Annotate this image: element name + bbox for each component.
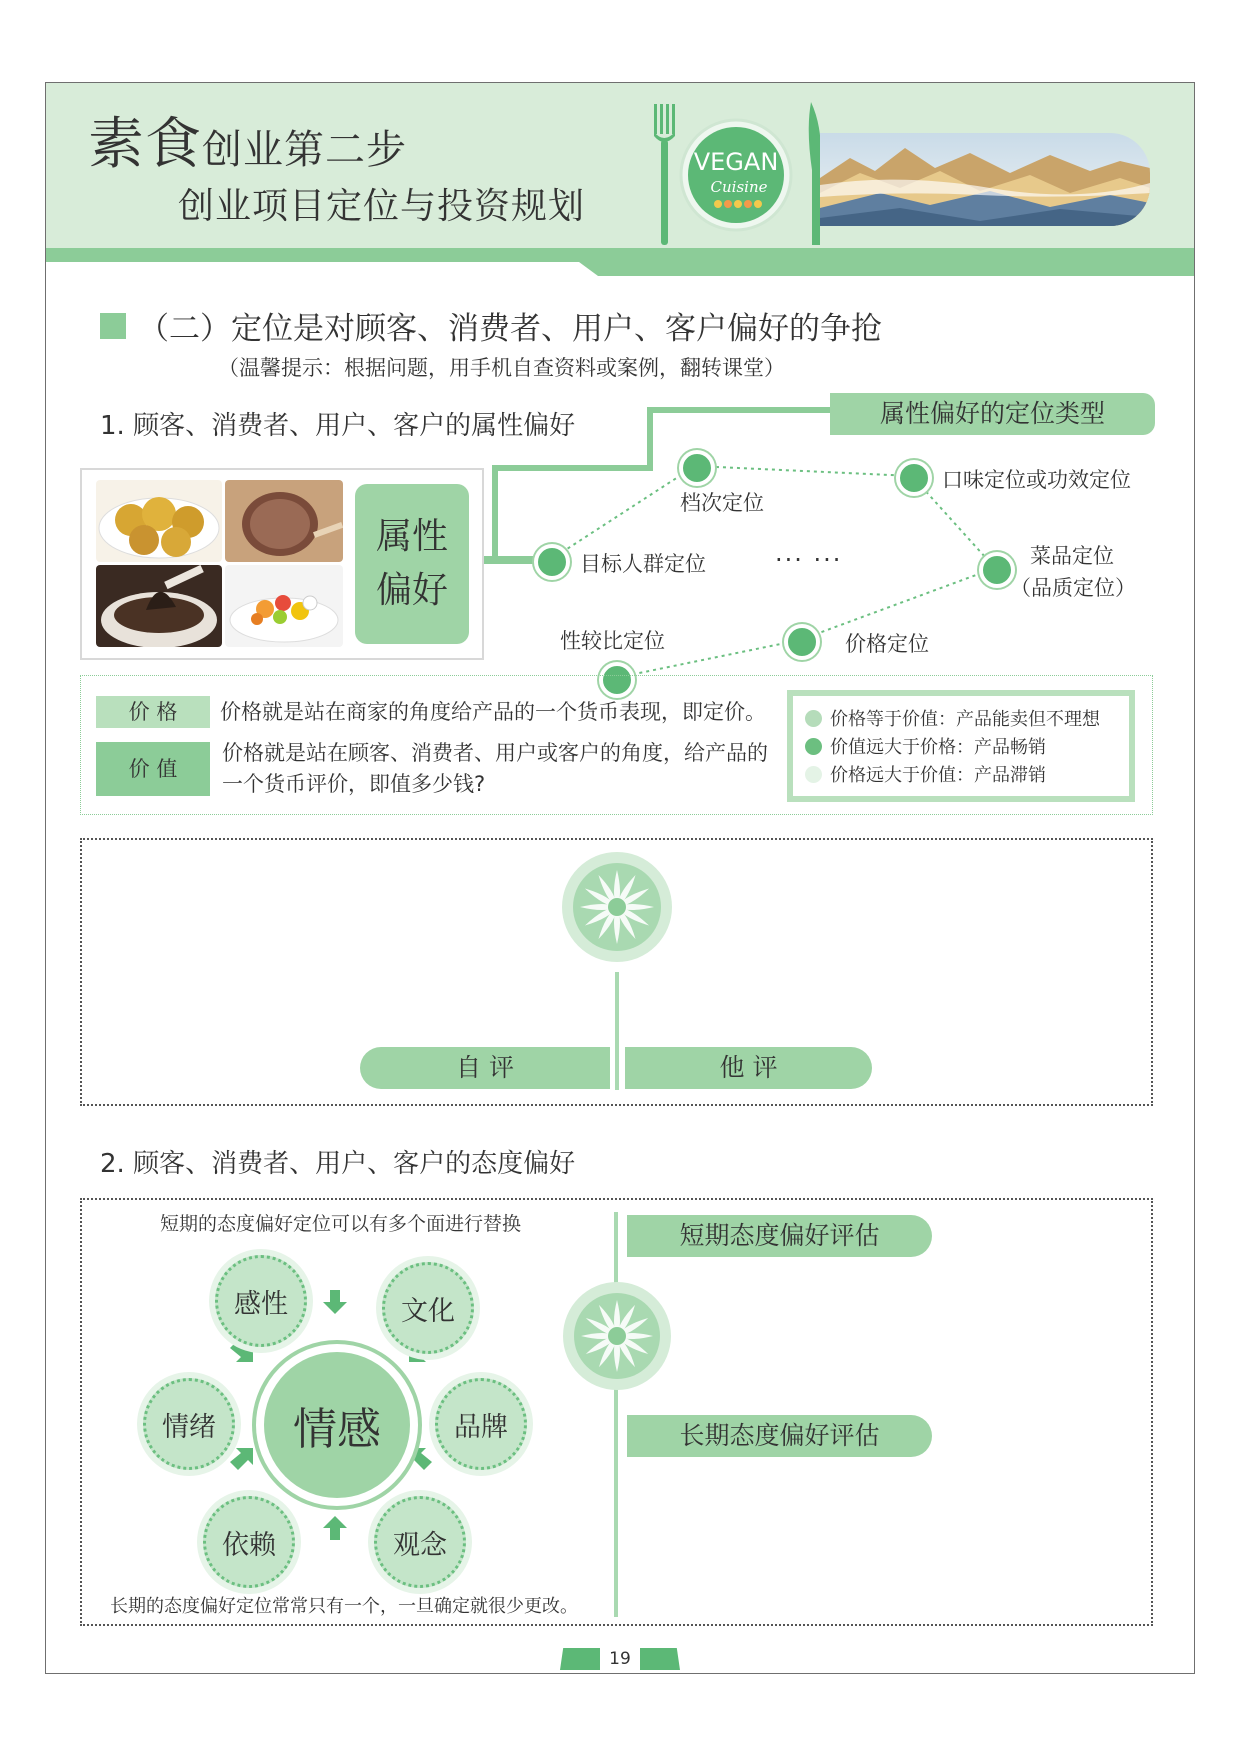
page-title-big: 素食	[88, 112, 202, 177]
price-tag: 价 格	[96, 696, 210, 728]
fried-patties-photo	[96, 480, 222, 562]
legend-item	[805, 733, 1117, 759]
label-value: 性较比定位	[560, 629, 665, 653]
petal-ganxing: 感性	[215, 1255, 307, 1347]
short-term-note: 短期的态度偏好定位可以有多个面进行替换	[160, 1213, 522, 1235]
emotion-center-ring	[252, 1340, 422, 1510]
label-price: 价格定位	[845, 632, 929, 656]
flower-emblem-icon	[561, 1280, 673, 1392]
label-target: 目标人群定位	[580, 552, 706, 576]
legend-dot-dark	[805, 738, 822, 755]
short-term-eval-pill: 短期态度偏好评估	[627, 1215, 932, 1257]
part1-heading: 1. 顾客、消费者、用户、客户的属性偏好	[100, 411, 576, 441]
node-taste	[896, 460, 932, 496]
arrow-up-icon	[323, 1516, 347, 1540]
legend-item	[805, 705, 1117, 731]
legend-text: 价值远大于价格：产品畅销	[830, 737, 1046, 758]
value-tag: 价 值	[96, 742, 210, 796]
petal-yilai: 依赖	[203, 1496, 295, 1588]
section-tip: （温馨提示：根据问题，用手机自查资料或案例，翻转课堂）	[218, 356, 785, 380]
arrow-diag-icon	[230, 1448, 253, 1470]
arrow-down-icon	[323, 1290, 347, 1314]
page-number: 19	[600, 1646, 640, 1672]
label-taste: 口味定位或功效定位	[942, 468, 1131, 492]
price-value-legend	[787, 690, 1135, 802]
attribute-preference-label: 属性偏好	[355, 484, 469, 644]
part2-heading: 2. 顾客、消费者、用户、客户的态度偏好	[100, 1149, 576, 1179]
node-grade	[679, 450, 715, 486]
label-grade: 档次定位	[680, 491, 764, 515]
petal-wenhua: 文化	[382, 1262, 474, 1354]
legend-text: 价格等于价值：产品能卖但不理想	[830, 709, 1100, 730]
soup-pot-photo	[96, 565, 222, 647]
emotion-center: 情感	[264, 1352, 410, 1498]
node-target	[534, 544, 570, 580]
food-photo-panel	[80, 468, 484, 660]
petal-qingxu: 情绪	[143, 1378, 235, 1470]
long-term-eval-pill: 长期态度偏好评估	[627, 1415, 932, 1457]
page-number-right-tab	[640, 1648, 680, 1670]
value-description: 价格就是站在顾客、消费者、用户或客户的角度，给产品的一个货币评价，即值多少钱?	[222, 741, 768, 796]
type-title: 属性偏好的定位类型	[830, 393, 1155, 435]
legend-dot-pale	[805, 766, 822, 783]
grain-ball-photo	[225, 480, 343, 562]
petal-guannian: 观念	[374, 1496, 466, 1588]
self-eval-pill: 自 评	[360, 1047, 610, 1089]
fruit-salad-photo	[225, 565, 343, 647]
logo-script: Cuisine	[710, 178, 768, 196]
node-price	[784, 624, 820, 660]
long-term-note: 长期的态度偏好定位常常只有一个，一旦确定就很少更改。	[110, 1596, 578, 1617]
legend-item	[805, 761, 1117, 787]
page-subtitle: 创业项目定位与投资规划	[178, 186, 586, 227]
label-ellipsis: ··· ···	[775, 546, 843, 574]
other-eval-pill: 他 评	[625, 1047, 872, 1089]
logo-text: VEGAN	[693, 148, 779, 176]
evaluation-divider	[615, 972, 619, 1090]
attitude-divider	[614, 1212, 618, 1617]
petal-pinpai: 品牌	[435, 1378, 527, 1470]
page-title-rest: 创业第二步	[202, 127, 407, 173]
section-heading: （二）定位是对顾客、消费者、用户、客户偏好的争抢	[138, 311, 882, 347]
page-number-left-tab	[560, 1648, 600, 1670]
legend-dot-light	[805, 710, 822, 727]
legend-text: 价格远大于价值：产品滞销	[830, 765, 1046, 786]
flower-emblem-icon	[560, 850, 674, 964]
label-dish-note: （品质定位）	[1010, 576, 1136, 600]
label-dish: 菜品定位	[1030, 544, 1114, 568]
price-description: 价格就是站在商家的角度给产品的一个货币表现，即定价。	[220, 700, 766, 724]
